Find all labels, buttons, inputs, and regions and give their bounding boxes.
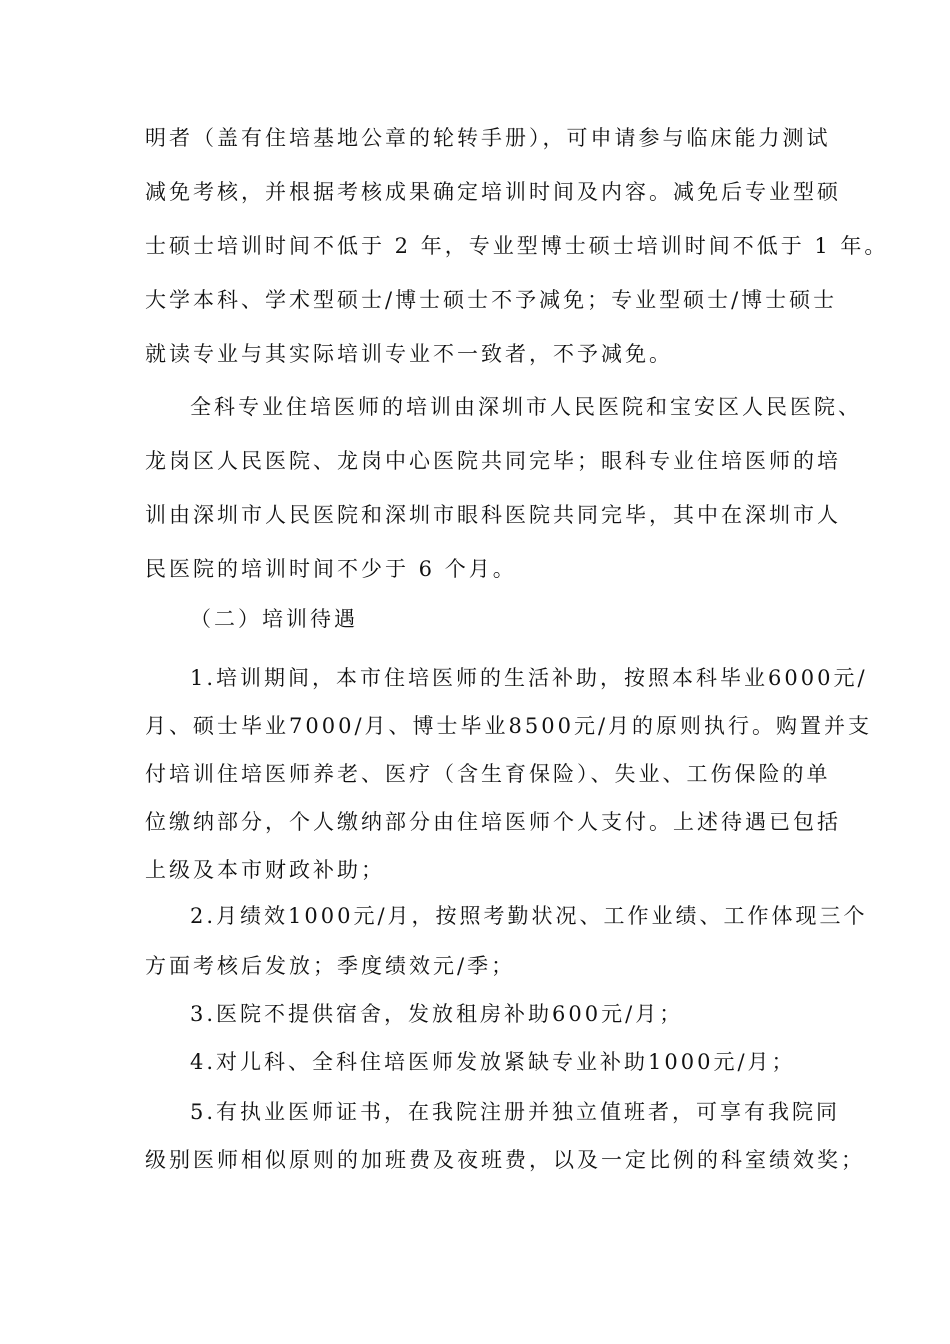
- paragraph-line: 民医院的培训时间不少于 6 个月。: [145, 557, 517, 581]
- section-heading: （二）培训待遇: [190, 607, 358, 631]
- paragraph-line: 明者（盖有住培基地公章的轮转手册），可申请参与临床能力测试: [145, 126, 831, 150]
- paragraph-line: 付培训住培医师养老、医疗（含生育保险）、失业、工伤保险的单: [145, 762, 831, 786]
- paragraph-line: 龙岗区人民医院、龙岗中心医院共同完毕；眼科专业住培医师的培: [145, 449, 841, 473]
- paragraph-line: 2.月绩效1000元/月，按照考勤状况、工作业绩、工作体现三个: [190, 904, 868, 928]
- paragraph-line: 月、硕士毕业7000/月、博士毕业8500元/月的原则执行。购置并支: [145, 714, 873, 738]
- paragraph-line: 方面考核后发放；季度绩效元/季；: [145, 954, 516, 978]
- paragraph-line: 4.对儿科、全科住培医师发放紧缺专业补助1000元/月；: [190, 1050, 796, 1074]
- paragraph-line: 3.医院不提供宿舍，发放租房补助600元/月；: [190, 1002, 684, 1026]
- paragraph-line: 就读专业与其实际培训专业不一致者，不予减免。: [145, 342, 673, 366]
- paragraph-line: 训由深圳市人民医院和深圳市眼科医院共同完毕，其中在深圳市人: [145, 503, 841, 527]
- paragraph-line: 1.培训期间，本市住培医师的生活补助，按照本科毕业6000元/: [190, 666, 868, 690]
- paragraph-line: 大学本科、学术型硕士/博士硕士不予减免；专业型硕士/博士硕士: [145, 288, 838, 312]
- paragraph-line: 位缴纳部分，个人缴纳部分由住培医师个人支付。上述待遇已包括: [145, 810, 841, 834]
- paragraph-line: 上级及本市财政补助；: [145, 858, 385, 882]
- paragraph-line: 全科专业住培医师的培训由深圳市人民医院和宝安区人民医院、: [190, 395, 862, 419]
- paragraph-line: 级别医师相似原则的加班费及夜班费，以及一定比例的科室绩效奖；: [145, 1148, 865, 1172]
- paragraph-line: 减免考核，并根据考核成果确定培训时间及内容。减免后专业型硕: [145, 180, 841, 204]
- paragraph-line: 士硕士培训时间不低于 2 年，专业型博士硕士培训时间不低于 1 年。: [145, 234, 889, 258]
- paragraph-line: 5.有执业医师证书，在我院注册并独立值班者，可享有我院同: [190, 1100, 841, 1124]
